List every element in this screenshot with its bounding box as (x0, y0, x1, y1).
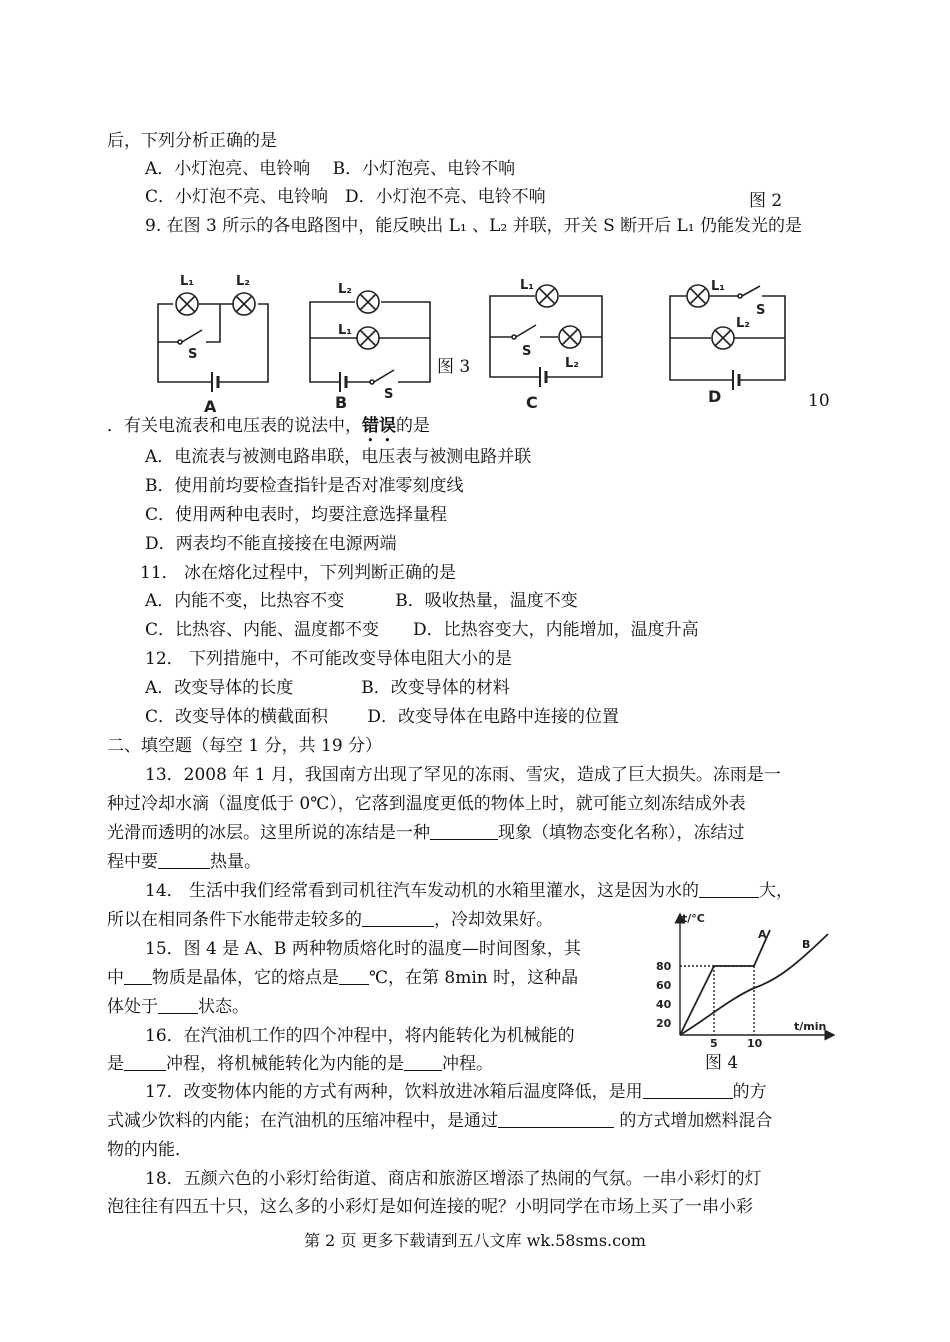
d-l2-label: L₂ (736, 316, 750, 331)
d-l1-label: L₁ (711, 279, 725, 294)
x-tick-10: 10 (747, 1037, 763, 1048)
q11-stem: 11． 冰在熔化过程中，下列判断正确的是 (140, 563, 457, 583)
b-l1-label: L₁ (338, 323, 352, 338)
q10-option-c: C．使用两种电表时，均要注意选择量程 (145, 505, 448, 525)
q8-options-ab: A．小灯泡亮、电铃响 B．小灯泡亮、电铃不响 (145, 159, 516, 179)
q17-line3: 物的内能． (107, 1140, 192, 1160)
c-label: C (526, 393, 538, 412)
y-tick-80: 80 (656, 960, 672, 973)
a-label: A (204, 397, 217, 416)
curve-a-line (680, 930, 770, 1035)
q17-line1: 17．改变物体内能的方式有两种，饮料放进冰箱后温度降低，是用 的方 (145, 1082, 767, 1102)
curve-a-label: A (758, 928, 767, 941)
c-l2-label: L₂ (565, 356, 579, 371)
q10-stem: ．有关电流表和电压表的说法中，错误的是 (107, 416, 430, 436)
q10-option-a: A．电流表与被测电路串联，电压表与被测电路并联 (145, 447, 532, 467)
circuit-d (670, 285, 785, 390)
q16-line1: 16．在汽油机工作的四个冲程中，将内能转化为机械能的 (145, 1026, 575, 1046)
q10-emphasis: 错误 (362, 416, 396, 436)
q9-stem: 9. 在图 3 所示的各电路图中，能反映出 L₁ 、L₂ 并联，开关 S 断开后 L₁ 仍能发光的是 (145, 216, 803, 236)
y-tick-40: 40 (656, 998, 672, 1011)
circuit-c (490, 285, 602, 387)
a-l2-label: L₂ (236, 274, 250, 289)
x-tick-5: 5 (710, 1037, 718, 1048)
c-s-label: S (522, 344, 532, 359)
q13-line1: 13．2008 年 1 月，我国南方出现了罕见的冻雨、雪灾，造成了巨大损失。冻雨是一 (145, 765, 781, 785)
q18-line1: 18．五颜六色的小彩灯给街道、商店和旅游区增添了热闹的气氛。一串小彩灯的灯 (145, 1169, 762, 1189)
q10-option-b: B．使用前均要检查指针是否对准零刻度线 (145, 476, 464, 496)
q10-option-d: D．两表均不能直接接在电源两端 (145, 534, 397, 554)
q13-line3: 光滑而透明的冰层。这里所说的冻结是一种 现象（填物态变化名称），冻结过 (107, 823, 745, 843)
circuit-b (310, 291, 430, 392)
q14-blank-2[interactable] (362, 910, 434, 927)
q15-blank-1[interactable] (124, 968, 152, 985)
q17-blank-2[interactable] (498, 1111, 614, 1128)
d-label: D (708, 387, 722, 406)
q13-blank-1[interactable] (430, 823, 498, 840)
q15-line2: 中 物质是晶体，它的熔点是 ℃，在第 8min 时，这种晶 (107, 968, 579, 988)
graph-xlabel: t/min (794, 1020, 827, 1033)
curve-b-label: B (802, 938, 811, 951)
q11-options-cd: C．比热容、内能、温度都不变 D．比热容变大，内能增加，温度升高 (145, 620, 699, 640)
fig3-circuits (140, 262, 840, 417)
fig2-caption: 图 2 (749, 191, 783, 211)
q16-blank-2[interactable] (404, 1054, 442, 1071)
graph-ylabel: t/°C (682, 912, 705, 925)
b-l2-label: L₂ (338, 282, 352, 297)
q12-options-ab: A．改变导体的长度 B．改变导体的材料 (145, 678, 510, 698)
q15-blank-2[interactable] (339, 968, 369, 985)
q14-line2: 所以在相同条件下水能带走较多的 ，冷却效果好。 (107, 910, 553, 930)
q15-line3: 体处于 状态。 (107, 997, 249, 1017)
fig4-caption: 图 4 (705, 1053, 739, 1073)
q13-line2: 种过冷却水滴（温度低于 0℃），它落到温度更低的物体上时，就可能立刻冻结成外表 (107, 794, 746, 814)
page-footer: 第 2 页 更多下载请到五八文库 wk.58sms.com (304, 1231, 646, 1250)
q15-line1: 15．图 4 是 A、B 两种物质熔化时的温度—时间图象，其 (145, 939, 581, 959)
b-s-label: S (384, 387, 394, 402)
d-s-label: S (756, 303, 766, 318)
a-l1-label: L₁ (180, 274, 194, 289)
circuit-a (158, 293, 268, 392)
q8-options-cd: C．小灯泡不亮、电铃响 D．小灯泡不亮、电铃不响 (145, 187, 546, 207)
section-2-heading: 二、填空题（每空 1 分，共 19 分） (107, 736, 383, 756)
q12-options-cd: C．改变导体的横截面积 D．改变导体在电路中连接的位置 (145, 707, 620, 727)
q17-line2: 式减少饮料的内能；在汽油机的压缩冲程中，是通过 的方式增加燃料混合 (107, 1111, 773, 1131)
fig4-graph (648, 908, 838, 1048)
q11-options-ab: A．内能不变，比热容不变 B．吸收热量，温度不变 (145, 591, 578, 611)
c-l1-label: L₁ (520, 278, 534, 293)
q14-line1: 14． 生活中我们经常看到司机往汽车发动机的水箱里灌水，这是因为水的 大， (145, 881, 794, 901)
y-tick-60: 60 (656, 979, 672, 992)
q16-line2: 是 冲程，将机械能转化为内能的是 冲程。 (107, 1054, 493, 1074)
q16-blank-1[interactable] (124, 1054, 166, 1071)
q13-line4: 程中要 热量。 (107, 852, 261, 872)
q15-blank-3[interactable] (158, 997, 198, 1014)
fig3-caption: 图 3 (437, 357, 471, 377)
q17-blank-1[interactable] (643, 1082, 733, 1099)
q12-stem: 12． 下列措施中，不可能改变导体电阻大小的是 (145, 649, 513, 669)
a-s-label: S (188, 347, 198, 362)
y-tick-20: 20 (656, 1017, 672, 1030)
q10-number: 10 (808, 391, 830, 411)
q13-blank-2[interactable] (158, 852, 210, 869)
b-label: B (335, 393, 348, 412)
q8-stem-end: 后，下列分析正确的是 (107, 131, 277, 151)
q14-blank-1[interactable] (699, 881, 759, 898)
q18-line2: 泡往往有四五十只，这么多的小彩灯是如何连接的呢？小明同学在市场上买了一串小彩 (107, 1197, 753, 1217)
